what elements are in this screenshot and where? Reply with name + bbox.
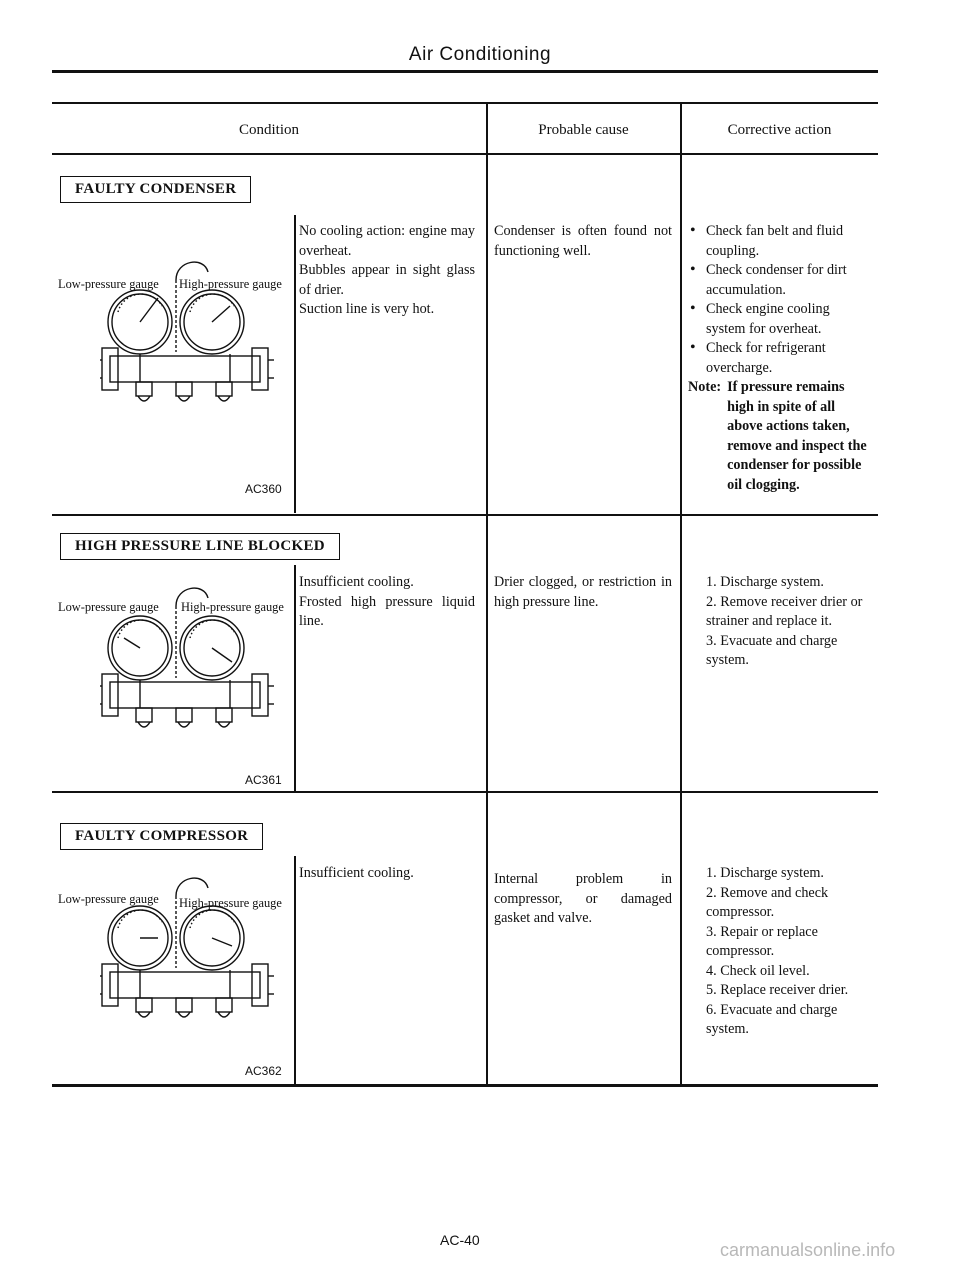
action-item: 3. Repair or replace compressor.: [706, 923, 818, 959]
page-title: Air Conditioning: [408, 44, 552, 65]
action-item: 4. Check oil level.: [706, 962, 810, 979]
symptom-line: Bubbles appear in sight glass of drier.: [299, 262, 475, 298]
page-number: AC-40: [440, 1232, 480, 1248]
table-head-rule: [52, 153, 878, 155]
symptom-line: Frosted high pressure liquid line.: [299, 593, 475, 629]
high-pressure-gauge-label: High-pressure gauge: [181, 600, 284, 614]
actions-faulty-compressor: [688, 864, 868, 1040]
figure-code-ac361: AC361: [245, 773, 282, 787]
watermark: carmanualsonline.info: [720, 1240, 896, 1260]
action-item: • Check fan belt and fluid coupling.: [688, 222, 868, 261]
high-pressure-gauge-label: High-pressure gauge: [179, 896, 282, 910]
header-rule: [52, 70, 878, 73]
action-item: 1. Discharge system.: [706, 865, 824, 881]
figure-code-ac360: AC360: [245, 482, 282, 496]
column-header-action: Corrective action: [727, 122, 832, 138]
action-item: • Check engine cooling system for overheat.: [688, 300, 868, 339]
note-block: [688, 378, 868, 495]
cell-divider-3: [294, 856, 296, 1084]
action-item: 5. Replace receiver drier.: [706, 982, 849, 998]
row-divider-2: [52, 791, 878, 793]
symptom-line: Suction line is very hot.: [299, 301, 435, 317]
action-item: 2. Remove and check compressor.: [706, 884, 829, 920]
low-pressure-gauge-label: Low-pressure gauge: [58, 892, 159, 906]
table-bottom-rule: [52, 1084, 878, 1087]
action-item: 3. Evacuate and charge system.: [706, 632, 838, 668]
section-title-faulty-condenser: FAULTY CONDENSER: [60, 176, 251, 203]
table-top-rule: [52, 102, 878, 104]
cell-divider-1: [294, 215, 296, 513]
symptoms-faulty-compressor: [299, 864, 475, 884]
low-pressure-gauge-label: Low-pressure gauge: [58, 600, 159, 614]
column-header-condition: Condition: [238, 122, 299, 138]
symptoms-faulty-condenser: [299, 222, 475, 320]
col-divider-2: [680, 102, 682, 1086]
action-item: 2. Remove receiver drier or strainer and replace it.: [706, 593, 863, 629]
section-title-faulty-compressor: FAULTY COMPRESSOR: [60, 823, 263, 850]
symptoms-high-pressure-line-blocked: [299, 573, 475, 632]
cause-faulty-compressor: Internal problem in compressor, or damaged gasket and valve.: [494, 871, 672, 926]
cause-faulty-condenser: Condenser is often found not functioning well.: [494, 223, 672, 259]
action-item: • Check condenser for dirt accumulation.: [688, 261, 868, 300]
low-pressure-gauge-label: Low-pressure gauge: [58, 277, 159, 291]
actions-high-pressure-line-blocked: [688, 573, 868, 671]
action-item: 6. Evacuate and charge system.: [706, 1001, 838, 1037]
section-title-high-pressure-line-blocked: HIGH PRESSURE LINE BLOCKED: [60, 533, 340, 560]
manifold-gauge-illustration: [100, 252, 290, 440]
actions-faulty-condenser: [688, 222, 868, 495]
cause-high-pressure-line-blocked: Drier clogged, or restriction in high pressure line.: [494, 574, 672, 610]
column-header-cause: Probable cause: [538, 122, 629, 138]
row-divider-1: [52, 514, 878, 516]
note-label: Note:: [688, 379, 722, 395]
symptom-line: Insufficient cooling.: [299, 574, 414, 590]
high-pressure-gauge-label: High-pressure gauge: [179, 277, 282, 291]
cell-divider-2: [294, 565, 296, 791]
action-item: 1. Discharge system.: [706, 574, 824, 590]
note-text: If pressure remains high in spite of all above actions taken, remove and inspect the condenser for possible oil clogging.: [727, 379, 867, 493]
symptom-line: No cooling action: engine may overheat.: [299, 223, 475, 259]
manifold-gauge-illustration: [100, 578, 290, 766]
col-divider-1: [486, 102, 488, 1086]
action-item: • Check for refrigerant overcharge.: [688, 339, 868, 378]
manifold-gauge-illustration: [100, 868, 290, 1056]
figure-code-ac362: AC362: [245, 1064, 282, 1078]
symptom-line: Insufficient cooling.: [299, 865, 414, 881]
